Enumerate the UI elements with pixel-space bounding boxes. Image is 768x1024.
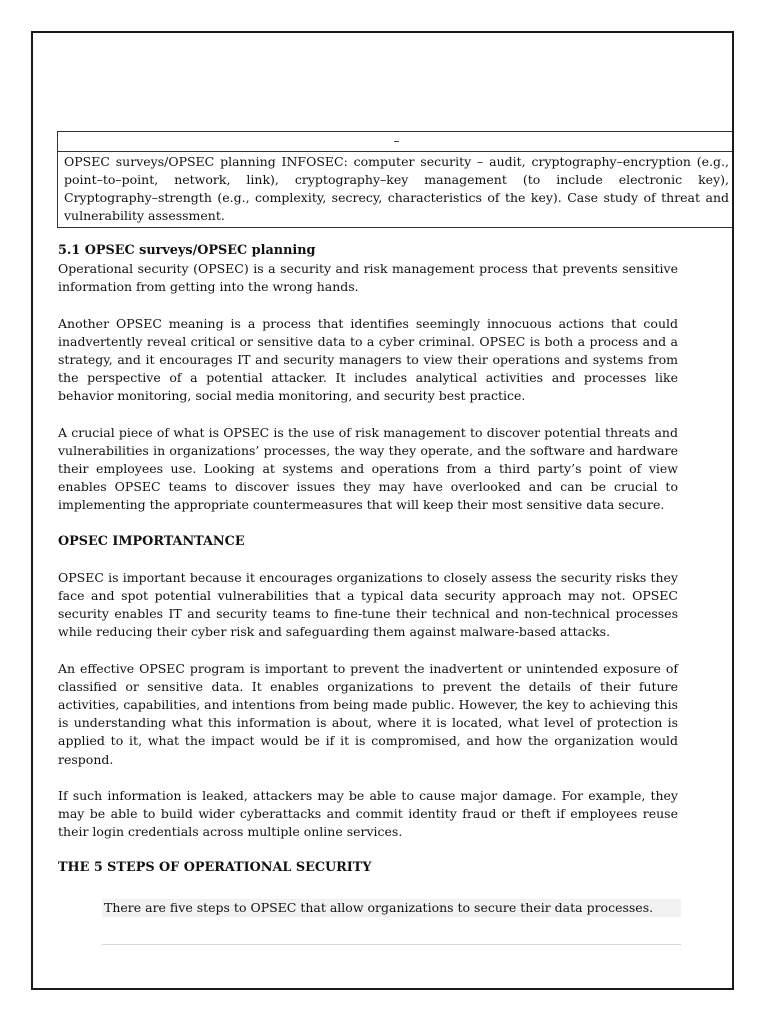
paragraph: If such information is leaked, attackers may be able to cause major damage. For example, they may be able to build wider cyberattacks and commit identity fraud or theft if employees reuse their login credentials across multiple online services.	[58, 787, 678, 840]
document-page	[31, 31, 734, 990]
summary-box-text: OPSEC surveys/OPSEC planning INFOSEC: computer security – audit, cryptography–encryption (e.g., point–to–point, network, link), cryptography–key management (to include electronic key), Cryptography–strength (e.g., complexity, secrecy, characteristics of the key). Case study of threat and vulnerability assessment.	[64, 154, 729, 223]
paragraph: A crucial piece of what is OPSEC is the use of risk management to discover potential threats and vulnerabilities in organizations’ processes, the way they operate, and the software and hardware their employees use. Looking at systems and operations from a third party’s point of view enables OPSEC teams to discover issues they may have overlooked and can be crucial to implementing the appropriate countermeasures that will keep their most sensitive data secure.	[58, 424, 678, 513]
summary-box	[57, 131, 734, 228]
section-heading: 5.1 OPSEC surveys/OPSEC planning	[58, 243, 316, 258]
divider	[102, 944, 681, 945]
paragraph: OPSEC is important because it encourages organizations to closely assess the security risks they face and spot potential vulnerabilities that a typical data security approach may not. OPSEC security enables IT and security teams to fine-tune their technical and non-technical processes while reducing their cyber risk and safeguarding them against malware-based attacks.	[58, 569, 678, 640]
importance-heading: OPSEC IMPORTANTANCE	[58, 533, 245, 549]
summary-box-header: –	[58, 132, 734, 152]
paragraph: Operational security (OPSEC) is a security and risk management process that prevents sensitive information from getting into the wrong hands.	[58, 261, 678, 295]
steps-intro: There are five steps to OPSEC that allow organizations to secure their data processes.	[102, 899, 681, 917]
paragraph: An effective OPSEC program is important to prevent the inadvertent or unintended exposure of classified or sensitive data. It enables organizations to prevent the details of their future activities, capabilities, and intentions from being made public. However, the key to achieving this is understanding what this information is about, where it is located, what level of protection is applied to it, what the impact would be if it is compromised, and how the organization would respond.	[58, 660, 678, 767]
paragraph: Another OPSEC meaning is a process that identifies seemingly innocuous actions that could inadvertently reveal critical or sensitive data to a cyber criminal. OPSEC is both a process and a strategy, and it encourages IT and security managers to view their operations and systems from the perspective of a potential attacker. It includes analytical activities and processes like behavior monitoring, social media monitoring, and security best practice.	[58, 315, 678, 404]
steps-heading: THE 5 STEPS OF OPERATIONAL SECURITY	[58, 860, 372, 876]
document-body	[58, 242, 678, 896]
